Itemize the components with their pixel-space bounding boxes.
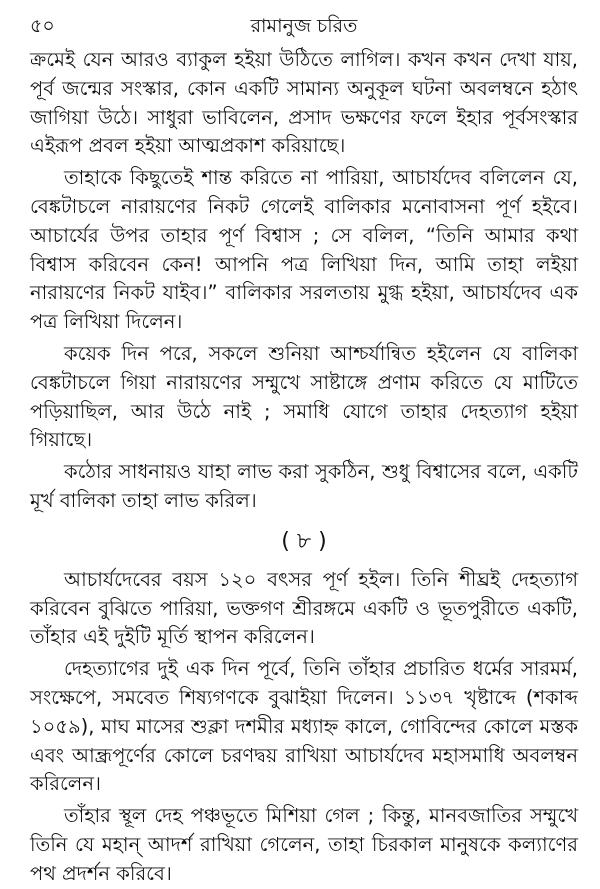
running-title: রামানুজ চরিত bbox=[250, 15, 358, 37]
paragraph-2: তাহাকে কিছুতেই শান্ত করিতে না পারিয়া, আচার্যদেব বলিলেন যে, বেঙ্কটাচলে নারায়ণের নিকট গেলেই বালিকার মনোবাসনা পূর্ণ হইবে। আচার্যের উপর তাহার পূর্ণ বিশ্বাস ; সে বলিল, “তিনি আমার কথা বিশ্বাস করিবেন কেন! আপনি পত্র লিখিয়া দিন, আমি তাহা লইয়া নারায়ণের নিকট যাইব।” বালিকার সরলতায় মুগ্ধ হইয়া, আচার্যদেব এক পত্র লিখিয়া দিলেন। bbox=[30, 166, 578, 334]
body-text bbox=[30, 46, 578, 889]
paragraph-3: কয়েক দিন পরে, সকলে শুনিয়া আশ্চর্যান্বিত হইলেন যে বালিকা বেঙ্কটাচলে গিয়া নারায়ণের সম্মুখে সাষ্টাঙ্গে প্রণাম করিতে যে মাটিতে পড়িয়াছিল, আর উঠে নাই ; সমাধি যোগে তাহার দেহত্যাগ হইয়া গিয়াছে। bbox=[30, 341, 578, 452]
section-heading: ( ৮ ) bbox=[281, 528, 327, 554]
paragraph-5: আচার্যদেবের বয়স ১২০ বৎসর পূর্ণ হইল। তিনি শীঘ্রই দেহত্যাগ করিবেন বুঝিতে পারিয়া, ভক্তগণ শ্রীরঙ্গমে একটি ও ভূতপুরীতে একটি, তাঁহার এই দুইটি মূর্তি স্থাপন করিলেন। bbox=[30, 567, 578, 649]
page-number: ৫০ bbox=[30, 15, 55, 37]
paragraph-4: কঠোর সাধনায়ও যাহা লাভ করা সুকঠিন, শুধু বিশ্বাসের বলে, একটি মূর্খ বালিকা তাহা লাভ করিল। bbox=[30, 460, 578, 512]
paragraph-7: তাঁহার স্থূল দেহ পঞ্চভূতে মিশিয়া গেল ; কিন্তু, মানবজাতির সম্মুখে তিনি যে মহান্ আদর্শ রাখিয়া গেলেন, তাহা চিরকাল মানুষকে কল্যাণের পথ প্রদর্শন করিবে। bbox=[30, 804, 578, 885]
paragraph-1: ক্রমেই যেন আরও ব্যাকুল হইয়া উঠিতে লাগিল। কখন কখন দেখা যায়, পূর্ব জন্মের সংস্কার, কোন একটি সামান্য অনুকূল ঘটনা অবলম্বনে হঠাৎ জাগিয়া উঠে। সাধুরা ভাবিলেন, প্রসাদ ভক্ষণের ফলে ইহার পূর্বসংস্কার এইরূপ প্রবল হইয়া আত্মপ্রকাশ করিয়াছে। bbox=[30, 48, 578, 158]
paragraph-6: দেহত্যাগের দুই এক দিন পূর্বে, তিনি তাঁহার প্রচারিত ধর্মের সারমর্ম, সংক্ষেপে, সমবেত শিষ্যগণকে বুঝাইয়া দিলেন। ১১৩৭ খৃষ্টাব্দে (শকাব্দ ১০৫৯), মাঘ মাসের শুক্লা দশমীর মধ্যাহ্ন কালে, গোবিন্দের কোলে মস্তক এবং আন্ধ্রপূর্ণের কোলে চরণদ্বয় রাখিয়া আচার্যদেব মহাসমাধি অবলম্বন করিলেন। bbox=[30, 657, 578, 796]
page-header bbox=[30, 6, 578, 46]
